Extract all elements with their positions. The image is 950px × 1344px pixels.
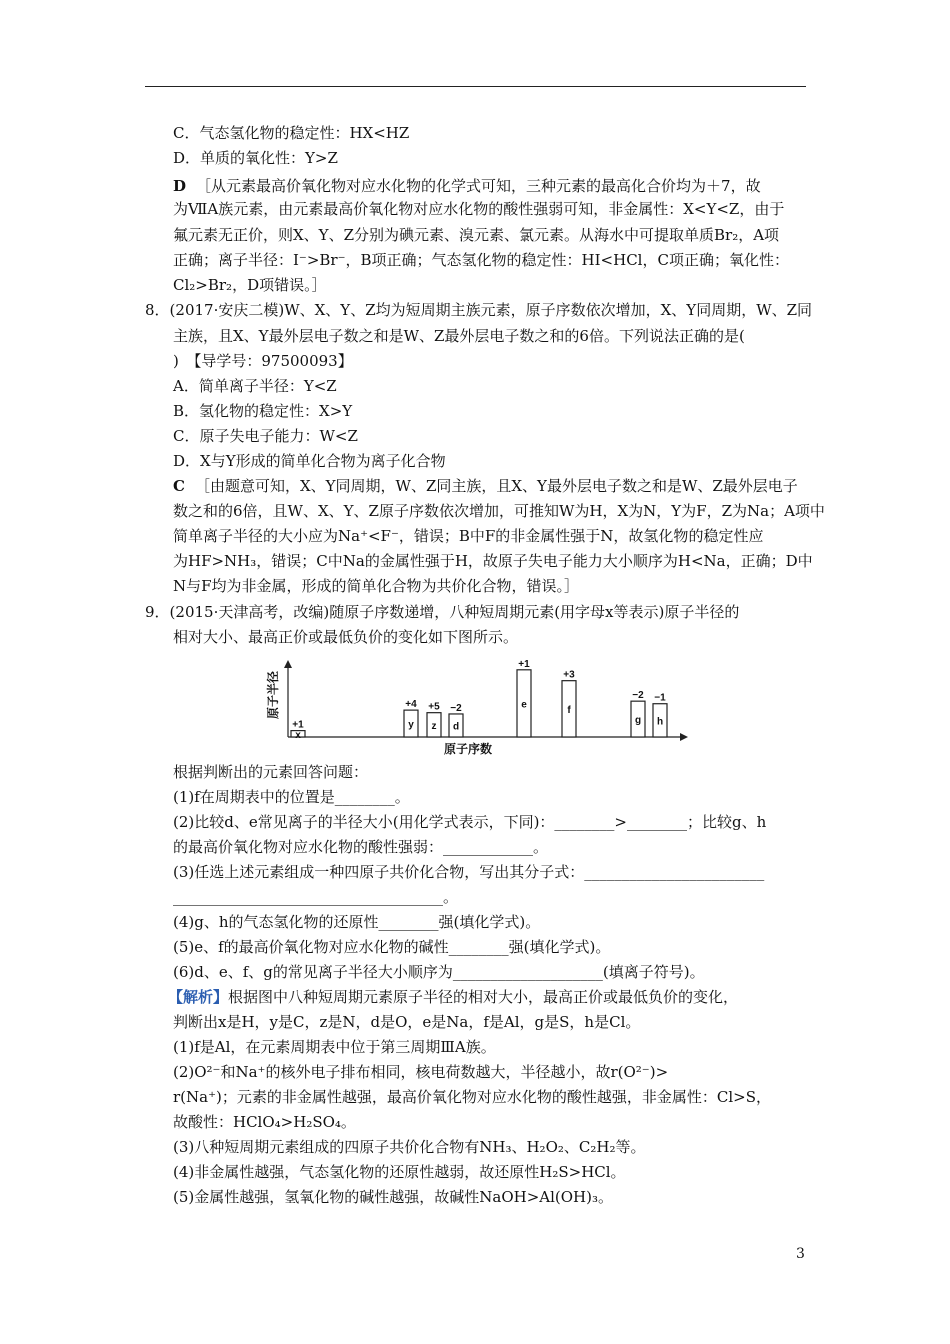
line-text: 的最高价氧化物对应水化物的酸性强弱：____________。 (173, 838, 549, 856)
answer-letter: D (173, 177, 187, 195)
x-axis-arrow (680, 733, 688, 741)
line-text: B．氢化物的稳定性：X>Y (173, 402, 353, 420)
chart-ylabel: 原子半径 (266, 670, 280, 719)
text-line (173, 426, 358, 446)
line-text: 为ⅦA族元素，由元素最高价氧化物对应水化物的酸性强弱可知，非金属性：X<Y<Z，由于 (173, 200, 785, 218)
line-text: 为HF>NH₃，错误；C中Na的金属性强于H，故原子失电子能力大小顺序为H<Na，正确；D中 (173, 552, 813, 570)
text-line (173, 1087, 771, 1107)
bar-label-f: f (567, 704, 571, 716)
line-text: C．气态氢化物的稳定性：HX<HZ (173, 124, 410, 142)
text-line (173, 862, 764, 882)
page-number: 3 (796, 1246, 805, 1262)
text-line (173, 199, 784, 219)
y-axis-arrow (284, 660, 292, 668)
line-text: 数之和的6倍，且W、X、Y、Z原子序数依次增加，可推知W为H，X为N，Y为F，Z为Na；A项中 (173, 502, 825, 520)
line-text: (5)金属性越强，氢氧化物的碱性越强，故碱性NaOH>Al(OH)₃。 (173, 1188, 613, 1206)
line-text: 根据图中八种短周期元素原子半径的相对大小，最高正价或最低负价的变化， (228, 988, 739, 1006)
line-text: (3)八种短周期元素组成的四原子共价化合物有NH₃、H₂O₂、C₂H₂等。 (173, 1138, 646, 1156)
line-text: (6)d、e、f、g的常见离子半径大小顺序为____________________(填离子符号)。 (173, 963, 705, 981)
line-text: (2)O²⁻和Na⁺的核外电子排布相同，核电荷数越大，半径越小，故r(O²⁻)> (173, 1063, 669, 1081)
line-text: ［从元素最高价氧化物对应水化物的化学式可知，三种元素的最高化合价均为＋7，故 (196, 177, 761, 195)
text-line (173, 887, 458, 907)
answer-letter: C (173, 477, 185, 495)
valence-label-g: −2 (632, 690, 644, 702)
chart-xlabel: 原子序数 (444, 742, 493, 756)
line-text: 相对大小、最高正价或最低负价的变化如下图所示。 (173, 628, 519, 646)
line-text: 主族，且X、Y最外层电子数之和是W、Z最外层电子数之和的6倍。下列说法正确的是( (173, 327, 745, 345)
bar-label-z: z (431, 720, 437, 732)
line-text: (1)f是Al，在元素周期表中位于第三周期ⅢA族。 (173, 1038, 496, 1056)
line-text: 故酸性：HClO₄>H₂SO₄。 (173, 1113, 356, 1131)
line-text: r(Na⁺)；元素的非金属性越强，最高价氧化物对应水化物的酸性越强，非金属性：Cl>S， (173, 1088, 771, 1106)
text-line (145, 300, 812, 320)
valence-label-x: +1 (292, 719, 304, 731)
text-line (173, 376, 337, 396)
text-line (173, 762, 368, 782)
text-line (173, 275, 327, 295)
line-text: 简单离子半径的大小应为Na⁺<F⁻，错误；B中F的非金属性强于N，故氢化物的稳定性应 (173, 527, 764, 545)
text-line (173, 225, 779, 245)
text-line (173, 123, 409, 143)
line-text: 正确；离子半径：I⁻>Br⁻，B项正确；气态氢化物的稳定性：HI<HCl，C项正确；氧化性： (173, 251, 789, 269)
bar-label-h: h (656, 716, 664, 728)
text-line (173, 526, 763, 546)
text-line (173, 576, 579, 596)
line-text: (2)比较d、e常见离子的半径大小(用化学式表示，下同)：________>________；比较g、h (173, 813, 767, 831)
text-line (173, 476, 798, 496)
line-text: Cl₂>Br₂，D项错误。］ (173, 276, 327, 294)
bar-label-y: y (408, 719, 414, 731)
text-line (173, 1062, 668, 1082)
text-line (173, 812, 766, 832)
bar-label-e: e (521, 699, 527, 711)
text-line (145, 602, 739, 622)
text-line (173, 1012, 640, 1032)
valence-label-h: −1 (654, 692, 666, 704)
valence-label-y: +4 (405, 699, 417, 711)
line-text: C．原子失电子能力：W<Z (173, 427, 358, 445)
header-rule (145, 86, 806, 87)
line-text: (4)非金属性越强，气态氢化物的还原性越弱，故还原性H₂S>HCl。 (173, 1163, 626, 1181)
line-text: N与F均为非金属，形成的简单化合物为共价化合物，错误。］ (173, 577, 580, 595)
line-text: (1)f在周期表中的位置是________。 (173, 788, 410, 806)
text-line (173, 250, 789, 270)
line-text: A．简单离子半径：Y<Z (173, 377, 337, 395)
text-line (173, 627, 518, 647)
text-line (173, 451, 446, 471)
text-line (173, 837, 548, 857)
atomic-radius-chart (262, 657, 692, 757)
text-line (173, 787, 410, 807)
line-text: D．X与Y形成的简单化合物为离子化合物 (173, 452, 446, 470)
text-line (173, 551, 813, 571)
text-line (173, 1187, 613, 1207)
text-line (173, 1137, 645, 1157)
line-text: ) 【导学号：97500093】 (173, 352, 353, 370)
valence-label-d: −2 (450, 702, 462, 714)
line-text: (3)任选上述元素组成一种四原子共价化合物，写出其分子式：________________________ (173, 863, 765, 881)
bar-label-x: x (295, 729, 301, 741)
valence-label-f: +3 (563, 669, 575, 681)
line-text: ____________________________________。 (173, 888, 459, 906)
line-text: D．单质的氧化性：Y>Z (173, 149, 338, 167)
bar-label-g: g (634, 715, 642, 727)
text-line (173, 1037, 496, 1057)
bar-label-d: d (452, 721, 460, 733)
text-line (173, 1162, 626, 1182)
valence-label-e: +1 (518, 658, 530, 670)
text-line (168, 987, 738, 1007)
line-text: 9．(2015·天津高考，改编)随原子序数递增，八种短周期元素(用字母x等表示)原子半径的 (145, 603, 740, 621)
line-text: 判断出x是H，y是C，z是N，d是O，e是Na，f是Al，g是S，h是Cl。 (173, 1013, 641, 1031)
line-text: 氟元素无正价，则X、Y、Z分别为碘元素、溴元素、氯元素。从海水中可提取单质Br₂，A项 (173, 226, 780, 244)
text-line (173, 326, 745, 346)
line-text: 8．(2017·安庆二模)W、X、Y、Z均为短周期主族元素，原子序数依次增加，X、Y同周期，W、Z同 (145, 301, 813, 319)
valence-label-z: +5 (428, 701, 440, 713)
line-text: ［由题意可知，X、Y同周期，W、Z同主族，且X、Y最外层电子数之和是W、Z最外层电子 (194, 477, 798, 495)
text-line (173, 351, 353, 371)
text-line (173, 1112, 356, 1132)
text-line (173, 912, 540, 932)
text-line (173, 148, 338, 168)
text-line (173, 401, 352, 421)
text-line (173, 501, 825, 521)
line-text: (4)g、h的气态氢化物的还原性________强(填化学式)。 (173, 913, 541, 931)
line-text: (5)e、f的最高价氧化物对应水化物的碱性________强(填化学式)。 (173, 938, 611, 956)
line-text: 根据判断出的元素回答问题： (173, 763, 369, 781)
text-line (173, 937, 610, 957)
analysis-tag: 【解析】 (168, 988, 229, 1006)
text-line (173, 176, 761, 196)
text-line (173, 962, 705, 982)
